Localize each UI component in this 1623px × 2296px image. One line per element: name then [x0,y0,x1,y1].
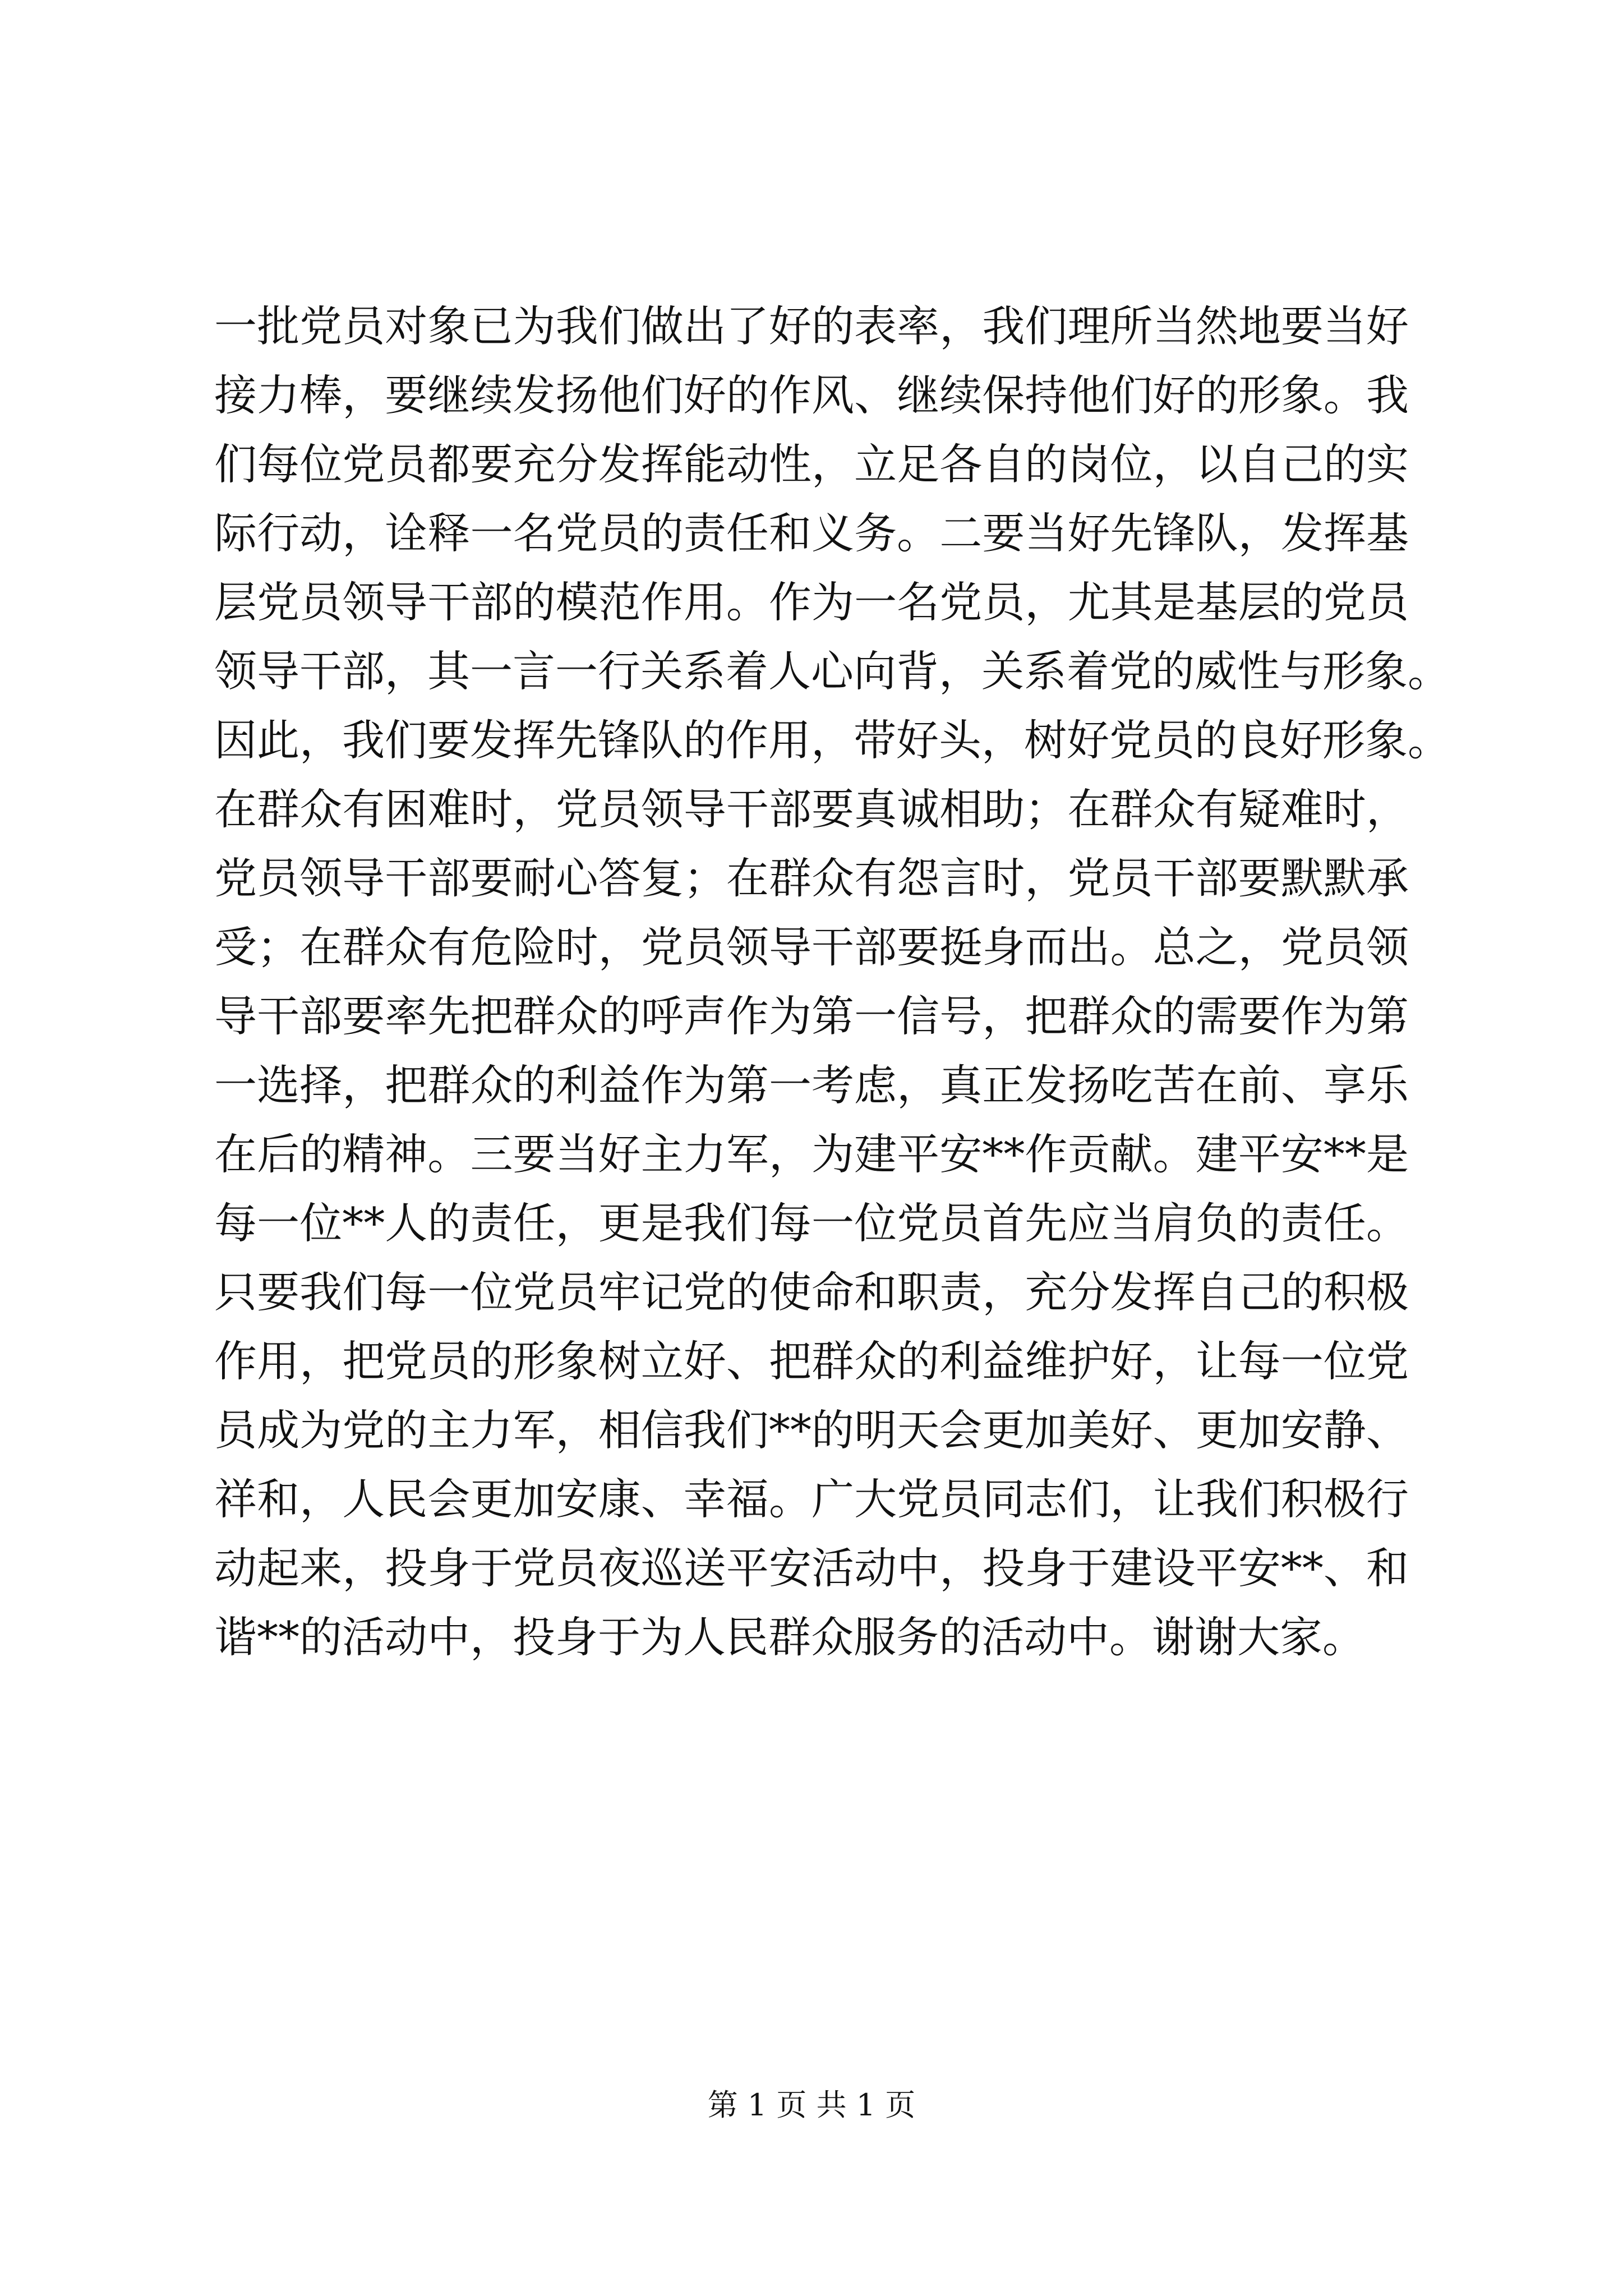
text-line: 员成为党的主力军，相信我们**的明天会更加美好、更加安静、 [214,1405,1409,1455]
text-line: 接力棒，要继续发扬他们好的作风、继续保持他们好的形象。我 [214,370,1409,420]
text-line: 只要我们每一位党员牢记党的使命和职责，充分发挥自己的积极 [214,1267,1409,1317]
text-line: 受；在群众有危险时，党员领导干部要挺身而出。总之，党员领 [214,922,1409,972]
text-line: 党员领导干部要耐心答复；在群众有怨言时，党员干部要默默承 [214,853,1409,903]
text-line: 一批党员对象已为我们做出了好的表率，我们理所当然地要当好 [214,301,1409,351]
body-paragraph [214,292,1450,1672]
text-line: 因此，我们要发挥先锋队的作用，带好头，树好党员的良好形象。 [214,715,1450,765]
text-line: 领导干部，其一言一行关系着人心向背，关系着党的威性与形象。 [214,646,1450,696]
text-line: 作用，把党员的形象树立好、把群众的利益维护好，让每一位党 [214,1336,1409,1386]
text-line: 每一位**人的责任，更是我们每一位党员首先应当肩负的责任。 [214,1198,1409,1248]
text-line: 动起来，投身于党员夜巡送平安活动中，投身于建设平安**、和 [214,1543,1409,1593]
text-line: 在群众有困难时，党员领导干部要真诚相助；在群众有疑难时， [214,784,1409,834]
text-line: 在后的精神。三要当好主力军，为建平安**作贡献。建平安**是 [214,1129,1409,1179]
text-line: 层党员领导干部的模范作用。作为一名党员，尤其是基层的党员 [214,577,1409,627]
text-line: 导干部要率先把群众的呼声作为第一信号，把群众的需要作为第 [214,991,1409,1041]
text-line: 祥和，人民会更加安康、幸福。广大党员同志们，让我们积极行 [214,1474,1409,1524]
page-number-footer: 第 1 页 共 1 页 [707,2087,916,2123]
text-line: 际行动，诠释一名党员的责任和义务。二要当好先锋队，发挥基 [214,508,1409,558]
text-line: 谐**的活动中，投身于为人民群众服务的活动中。谢谢大家。 [214,1612,1365,1662]
text-line: 一选择，把群众的利益作为第一考虑，真正发扬吃苦在前、享乐 [214,1060,1409,1110]
text-line: 们每位党员都要充分发挥能动性，立足各自的岗位，以自己的实 [214,439,1409,489]
